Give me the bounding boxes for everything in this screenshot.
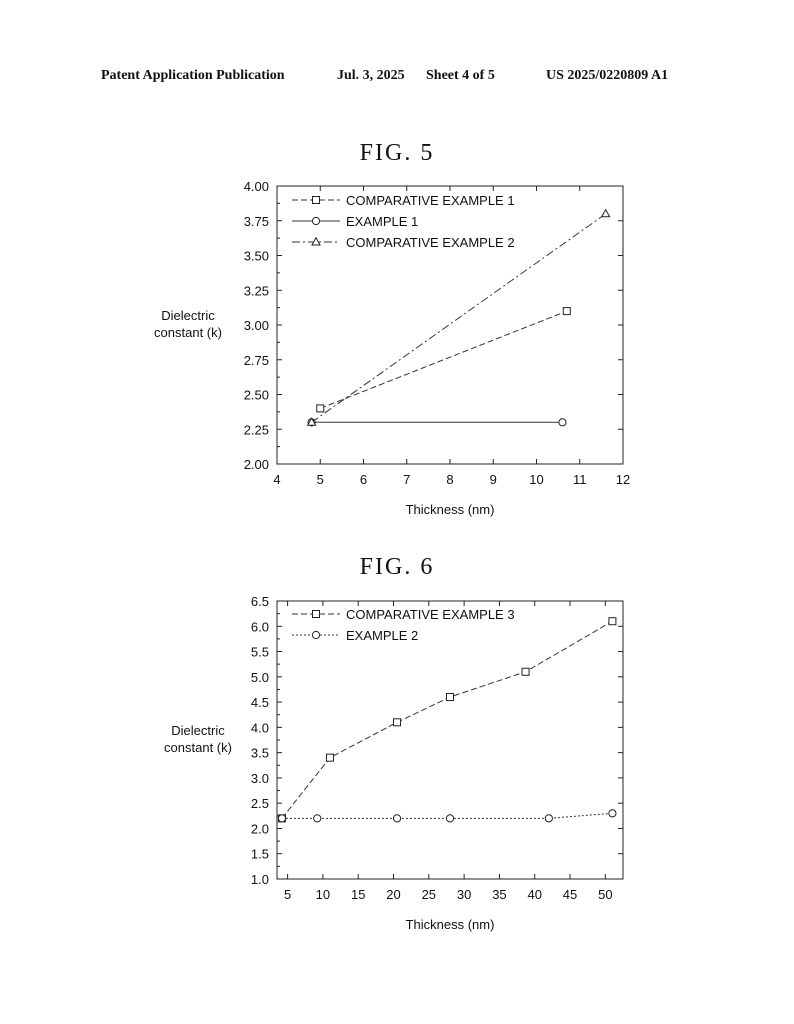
x-tick-label: 7 xyxy=(403,472,411,487)
figure-6-chart xyxy=(0,585,794,945)
y-tick-label: 1.5 xyxy=(250,846,269,862)
y-axis-label: Dielectric constant (k) xyxy=(164,723,232,755)
y-tick-label: 2.25 xyxy=(243,422,269,438)
x-tick-label: 10 xyxy=(529,472,544,487)
x-tick-label: 4 xyxy=(273,472,281,487)
figure-6-title: FIG. 6 xyxy=(359,554,435,580)
x-tick-label: 10 xyxy=(315,887,331,902)
x-tick-label: 25 xyxy=(421,887,437,902)
y-tick-label: 3.75 xyxy=(243,213,269,229)
x-tick-label: 11 xyxy=(573,472,587,487)
page-header xyxy=(0,68,794,88)
x-tick-label: 50 xyxy=(598,887,613,902)
y-tick-label: 3.00 xyxy=(243,318,269,333)
publication-date: Jul. 3, 2025 xyxy=(337,68,405,83)
data-point xyxy=(563,308,570,315)
y-axis-label: Dielectric constant (k) xyxy=(154,308,222,340)
legend-marker xyxy=(312,217,319,224)
y-tick-label: 5.0 xyxy=(250,669,269,685)
y-tick-label: 2.75 xyxy=(243,352,269,368)
y-tick-label: 2.50 xyxy=(243,387,269,403)
y-tick-label: 4.00 xyxy=(243,179,269,194)
legend-marker xyxy=(312,631,319,638)
plot-frame xyxy=(277,601,623,879)
x-tick-label: 15 xyxy=(350,887,366,902)
data-point xyxy=(393,815,400,822)
data-point xyxy=(609,810,616,817)
legend-label: EXAMPLE 1 xyxy=(346,214,419,229)
y-tick-label: 2.00 xyxy=(243,457,269,472)
publication-label: Patent Application Publication xyxy=(101,68,285,83)
data-point xyxy=(326,754,333,761)
data-point xyxy=(446,815,453,822)
figure-5-title: FIG. 5 xyxy=(359,140,435,166)
y-tick-label: 2.0 xyxy=(250,821,269,837)
series-line-1 xyxy=(282,621,612,818)
y-tick-label: 1.0 xyxy=(250,872,269,887)
legend-label: COMPARATIVE EXAMPLE 3 xyxy=(346,607,515,622)
y-tick-label: 3.25 xyxy=(243,283,269,299)
x-tick-label: 30 xyxy=(456,887,472,902)
x-tick-label: 9 xyxy=(489,472,497,487)
data-point xyxy=(394,719,401,726)
data-point xyxy=(522,668,529,675)
sheet-number: Sheet 4 of 5 xyxy=(426,68,495,83)
data-point xyxy=(545,815,552,822)
x-tick-label: 6 xyxy=(359,472,368,487)
y-tick-label: 4.0 xyxy=(250,720,269,736)
x-axis-label: Thickness (nm) xyxy=(405,502,495,517)
y-tick-label: 6.5 xyxy=(250,594,269,609)
data-point xyxy=(314,815,321,822)
x-tick-label: 40 xyxy=(527,887,542,902)
x-tick-label: 5 xyxy=(283,887,292,902)
series-line-1 xyxy=(320,311,567,408)
x-tick-label: 5 xyxy=(316,472,324,487)
x-tick-label: 8 xyxy=(446,472,454,487)
x-tick-label: 45 xyxy=(562,887,578,902)
y-tick-label: 4.5 xyxy=(250,695,269,711)
legend-marker xyxy=(312,238,320,245)
legend-label: COMPARATIVE EXAMPLE 1 xyxy=(346,193,515,208)
data-point xyxy=(602,210,610,217)
figure-5-chart xyxy=(0,170,794,530)
y-tick-label: 3.0 xyxy=(250,770,269,786)
data-point xyxy=(447,694,454,701)
legend-label: COMPARATIVE EXAMPLE 2 xyxy=(346,235,515,250)
patent-number: US 2025/0220809 A1 xyxy=(546,68,669,83)
data-point xyxy=(278,815,285,822)
x-axis-label: Thickness (nm) xyxy=(405,917,495,932)
y-tick-label: 3.50 xyxy=(243,248,269,264)
y-tick-label: 5.5 xyxy=(250,644,269,660)
data-point xyxy=(609,618,616,625)
data-point xyxy=(317,405,324,412)
y-tick-label: 6.0 xyxy=(250,619,269,635)
legend-marker xyxy=(313,611,320,618)
x-tick-label: 20 xyxy=(386,887,401,902)
x-tick-label: 35 xyxy=(492,887,507,902)
x-tick-label: 12 xyxy=(615,472,631,487)
legend-marker xyxy=(313,197,320,204)
y-tick-label: 2.5 xyxy=(250,796,269,812)
legend-label: EXAMPLE 2 xyxy=(346,628,419,643)
y-tick-label: 3.5 xyxy=(250,745,269,761)
data-point xyxy=(559,419,566,426)
